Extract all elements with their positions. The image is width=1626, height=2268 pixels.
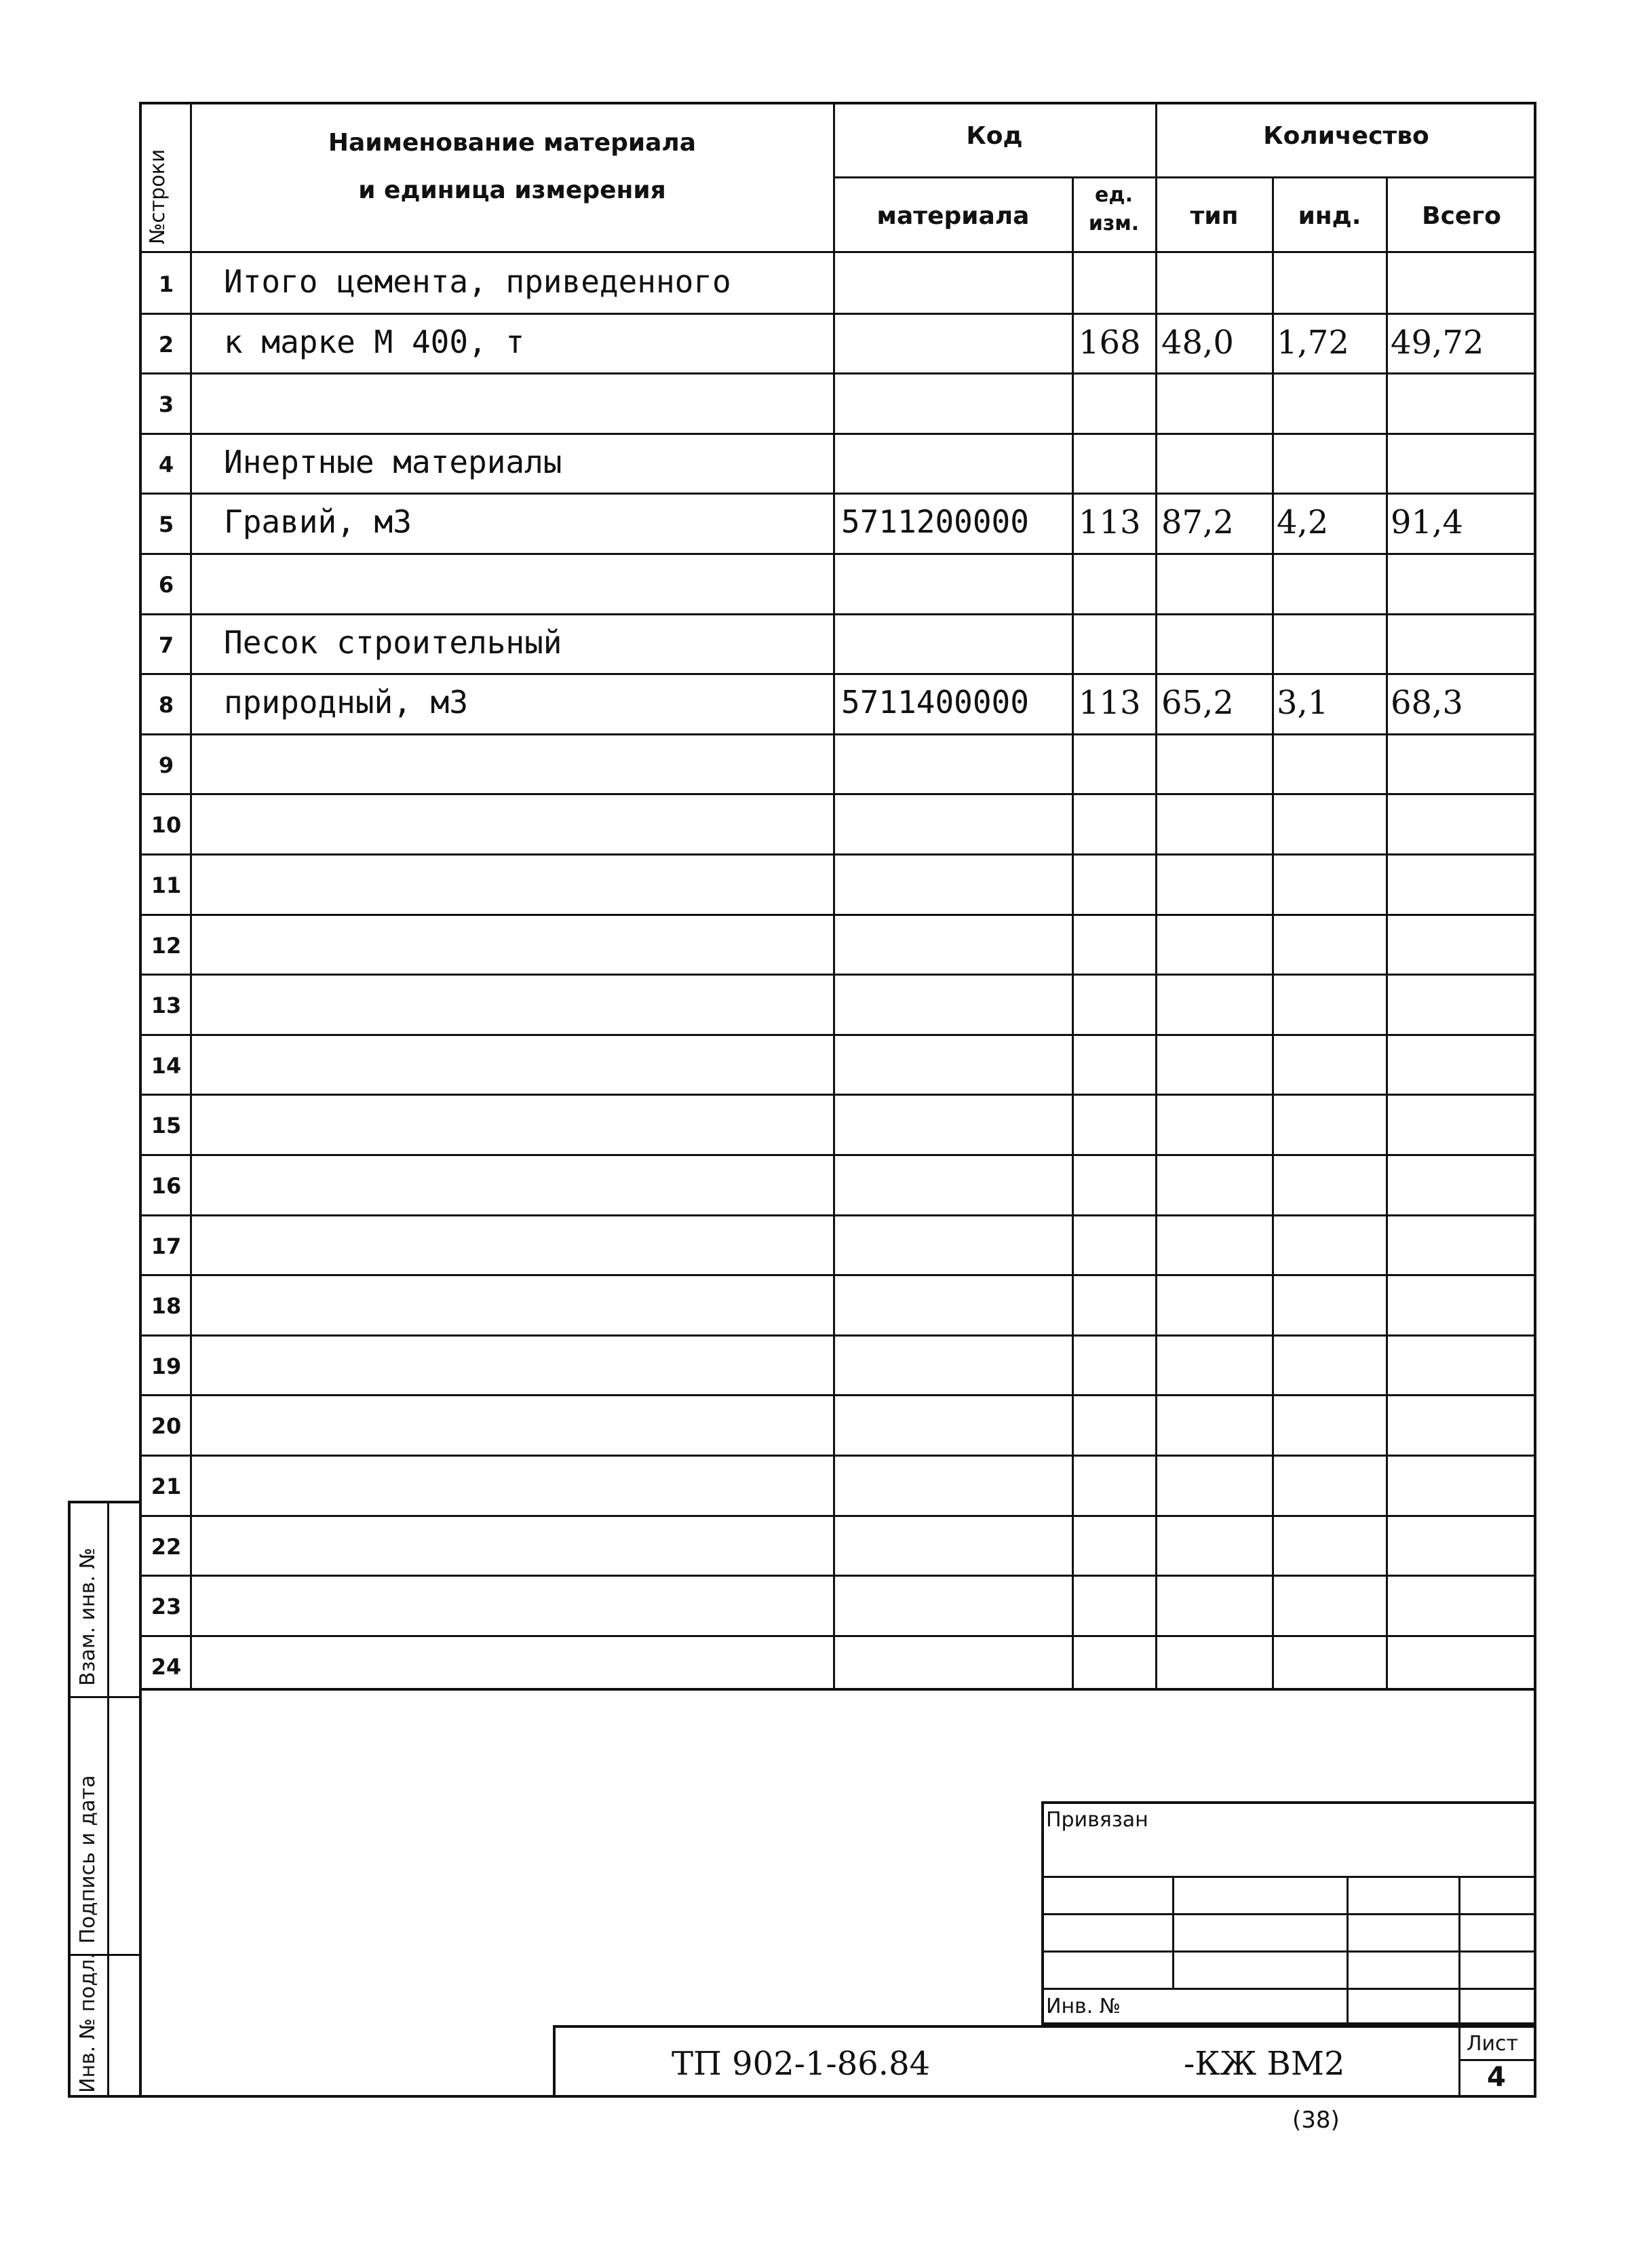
col-divider-code: [1072, 176, 1074, 1691]
row-number: 23: [151, 1594, 182, 1620]
qty-total: 49,72: [1391, 323, 1484, 362]
row-number: 8: [158, 692, 174, 718]
material-name: Инертные материалы: [224, 443, 562, 480]
qty-type: 48,0: [1161, 323, 1234, 362]
qty-ind-header: инд.: [1298, 202, 1361, 230]
side-label-vzam: Взам. инв. №: [76, 1548, 100, 1686]
row-number: 18: [151, 1293, 182, 1320]
header-subdivider: [833, 176, 1536, 178]
document-suffix: -КЖ ВМ2: [1184, 2045, 1345, 2083]
material-name: природный, м3: [224, 684, 469, 721]
privyazan-v-3: [1458, 1876, 1460, 2025]
privyazan-line-3: [1041, 1950, 1536, 1953]
row-divider: [139, 553, 1536, 555]
row-divider: [139, 853, 1536, 856]
sheet-label: Лист: [1467, 2032, 1519, 2056]
row-number: 3: [158, 391, 174, 418]
name-header-line1: Наименование материала: [328, 129, 697, 157]
row-divider: [139, 673, 1536, 675]
row-number: 14: [151, 1052, 182, 1079]
row-divider: [139, 793, 1536, 795]
unit-header-2: изм.: [1088, 212, 1140, 235]
code-material-header: материала: [876, 202, 1030, 230]
material-name: Итого цемента, приведенного: [224, 263, 731, 300]
privyazan-line-4: [1041, 1988, 1536, 1990]
row-number: 20: [151, 1413, 182, 1440]
qty-type-header: тип: [1190, 202, 1239, 230]
row-divider: [139, 1515, 1536, 1517]
qty-ind: 4,2: [1277, 503, 1329, 542]
code-header: Код: [966, 122, 1023, 150]
row-number: 16: [151, 1173, 182, 1199]
row-divider: [139, 372, 1536, 374]
side-label-inv-podl: Инв. № подл.: [76, 1953, 100, 2093]
col-divider-rownum: [190, 102, 192, 1691]
col-divider-type: [1272, 176, 1274, 1691]
row-number: 13: [151, 993, 182, 1019]
row-divider: [139, 1394, 1536, 1396]
row-divider: [139, 733, 1536, 735]
qty-type: 65,2: [1161, 684, 1234, 723]
row-number: 12: [151, 932, 182, 959]
row-divider: [139, 313, 1536, 315]
qty-total: 91,4: [1391, 503, 1463, 542]
qty-ind: 1,72: [1277, 323, 1349, 362]
material-code: 5711200000: [841, 503, 1029, 541]
row-number: 5: [158, 512, 174, 538]
row-divider: [139, 1094, 1536, 1096]
unit-code: 113: [1079, 503, 1141, 542]
name-header-line2: и единица измерения: [358, 176, 666, 204]
row-divider: [139, 914, 1536, 916]
privyazan-v-1: [1172, 1876, 1174, 1988]
sheet-number: 4: [1487, 2062, 1506, 2093]
row-divider: [139, 1334, 1536, 1337]
col-divider-unit: [1155, 102, 1157, 1691]
row-divider: [139, 433, 1536, 435]
material-name: Песок строительный: [224, 623, 562, 661]
row-number: 24: [151, 1653, 182, 1680]
material-name: Гравий, м3: [224, 503, 412, 541]
row-divider: [139, 493, 1536, 495]
privyazan-line-1: [1041, 1876, 1536, 1878]
row-number: 9: [158, 752, 174, 778]
material-name: к марке М 400, т: [224, 323, 525, 360]
col-divider-name: [833, 102, 835, 1691]
privyazan-label: Привязан: [1046, 1808, 1148, 1832]
row-divider: [139, 1455, 1536, 1457]
header-bottom: [139, 251, 1536, 253]
side-divider-1: [68, 1696, 142, 1698]
row-divider: [139, 974, 1536, 976]
document-designation: ТП 902-1-86.84: [672, 2045, 931, 2083]
row-divider: [139, 1034, 1536, 1036]
row-divider: [139, 1214, 1536, 1216]
row-number: 19: [151, 1353, 182, 1379]
inv-no-label: Инв. №: [1046, 1995, 1121, 2018]
privyazan-v-2: [1347, 1876, 1349, 2025]
side-divider-v: [107, 1501, 109, 2098]
qty-ind: 3,1: [1277, 684, 1329, 723]
unit-code: 168: [1079, 323, 1141, 362]
row-number: 7: [158, 632, 174, 658]
row-number: 2: [158, 331, 174, 358]
row-number: 15: [151, 1113, 182, 1139]
row-divider: [139, 1635, 1536, 1637]
row-number: 21: [151, 1474, 182, 1499]
unit-code: 113: [1079, 684, 1141, 723]
quantity-header: Количество: [1263, 122, 1429, 150]
qty-type: 87,2: [1161, 503, 1234, 542]
row-number: 10: [151, 812, 182, 839]
row-divider: [139, 1575, 1536, 1577]
row-number: 1: [158, 271, 174, 297]
row-number: 17: [151, 1233, 182, 1259]
row-divider: [139, 1154, 1536, 1156]
sheet-label-divider: [1458, 2059, 1536, 2061]
row-number: 4: [158, 451, 174, 478]
privyazan-line-2: [1041, 1913, 1536, 1915]
page-mark: (38): [1292, 2107, 1340, 2134]
side-label-podpis: Подпись и дата: [76, 1775, 100, 1944]
qty-total: 68,3: [1391, 684, 1463, 723]
sheet-divider: [1458, 2025, 1460, 2098]
row-number: 11: [151, 872, 182, 898]
material-code: 5711400000: [841, 684, 1029, 721]
col-divider-ind: [1386, 176, 1388, 1691]
unit-header-1: ед.: [1095, 183, 1133, 207]
qty-total-header: Всего: [1422, 202, 1501, 230]
row-divider: [139, 613, 1536, 615]
row-number: 6: [158, 572, 174, 598]
row-divider: [139, 1274, 1536, 1276]
row-number: 22: [151, 1533, 182, 1560]
row-number-header: №строки: [146, 149, 170, 244]
